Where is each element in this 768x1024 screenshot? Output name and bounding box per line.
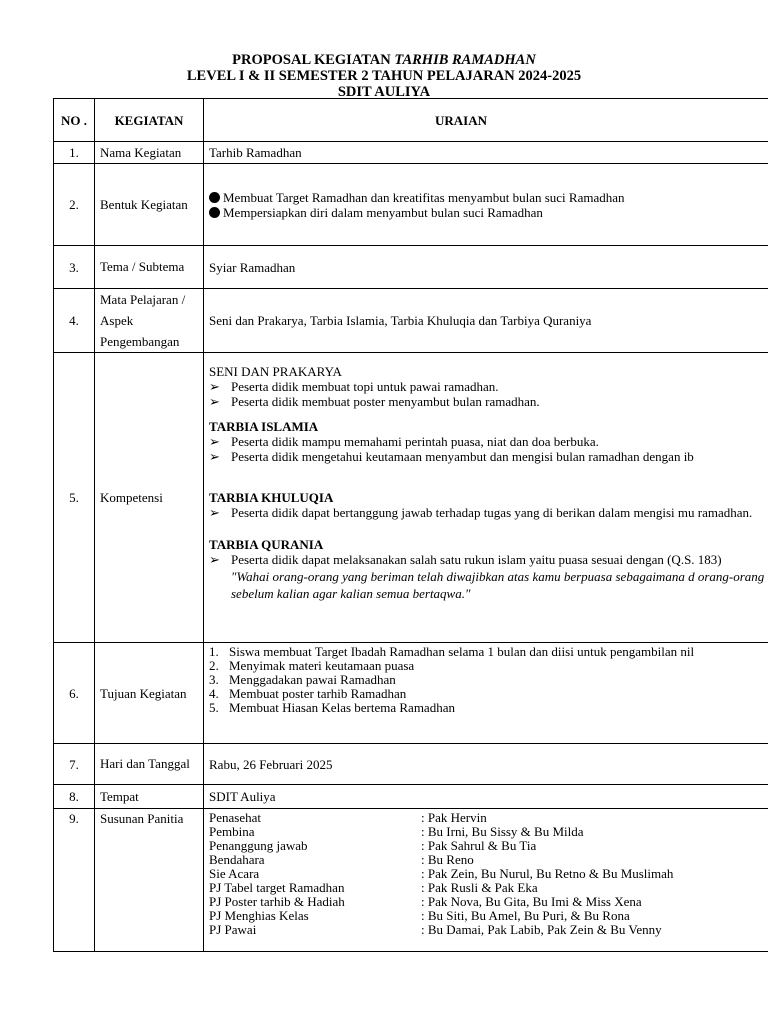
table-header-row [54,99,768,142]
row-kegiatan: Hari dan Tanggal [95,744,204,785]
table-row [54,289,768,353]
panitia-row: Pembina : Bu Irni, Bu Sissy & Bu Milda [209,824,584,839]
arrow-bullet-icon: ➢ [209,434,220,449]
row-kegiatan: Tema / Subtema [95,246,204,289]
section-title: TARBIA KHULUQIA [209,490,334,505]
row-kegiatan: Bentuk Kegiatan [95,164,204,246]
row-uraian: Rabu, 26 Februari 2025 [204,744,768,785]
list-item: ➢ Peserta didik mampu memahami perintah puasa, niat dan doa berbuka. [209,434,599,449]
proposal-table [53,98,768,952]
section-title: TARBIA ISLAMIA [209,419,319,434]
list-item: 4. Membuat poster tarhib Ramadhan [209,686,407,701]
list-item: 3. Menggadakan pawai Ramadhan [209,672,396,687]
arrow-bullet-icon: ➢ [209,552,220,567]
table-row [54,353,768,643]
bullet-dot-icon [209,192,220,203]
section-title: TARBIA QURANIA [209,537,324,552]
row-number: 9. [54,809,95,952]
doc-title-line3: SDIT AULIYA [337,84,431,100]
row-kegiatan: Tujuan Kegiatan [95,643,204,744]
header-kegiatan: KEGIATAN [95,99,204,142]
row-kegiatan: Mata Pelajaran / Aspek Pengembangan [95,289,204,353]
row-number: 4. [54,289,95,353]
doc-title-line1: PROPOSAL KEGIATAN TARHIB RAMADHAN [232,52,536,68]
row-number: 8. [54,785,95,809]
list-item: 5. Membuat Hiasan Kelas bertema Ramadhan [209,700,455,715]
list-item: ➢ Peserta didik mengetahui keutamaan menyambut dan mengisi bulan ramadhan dengan ib [209,449,694,464]
bullet-item: Membuat Target Ramadhan dan kreatifitas menyambut bulan suci Ramadhan [209,190,768,205]
list-item: 1. Siswa membuat Target Ibadah Ramadhan selama 1 bulan dan diisi untuk pengambilan nil [209,644,695,659]
row-number: 2. [54,164,95,246]
row-uraian: Tarhib Ramadhan [204,142,768,164]
panitia-row: Penanggung jawab : Pak Sahrul & Bu Tia [209,838,537,853]
row-number: 5. [54,353,95,643]
panitia-list [204,809,768,952]
arrow-bullet-icon: ➢ [209,505,220,520]
table-row [54,164,768,246]
quran-quote: "Wahai orang-orang yang beriman telah diwajibkan atas kamu berpuasa sebagaimana d orang-orang sebelum kalian agar kalian semua bertaqwa." [231,569,765,601]
panitia-row: Penasehat : Pak Hervin [209,810,487,825]
table-row [54,246,768,289]
table-row [54,643,768,744]
row-number: 7. [54,744,95,785]
list-item: ➢ Peserta didik dapat bertanggung jawab terhadap tugas yang di berikan dalam mengisi mu ramadhan. [209,505,753,520]
panitia-row: PJ Pawai : Bu Damai, Pak Labib, Pak Zein & Bu Venny [209,922,662,937]
header-no: NO . [54,99,95,142]
section-title: SENI DAN PRAKARYA [209,364,342,379]
table-row [54,142,768,164]
row-kegiatan: Susunan Panitia [95,809,204,952]
table-row [54,785,768,809]
panitia-row: PJ Tabel target Ramadhan : Pak Rusli & Pak Eka [209,880,538,895]
row-number: 6. [54,643,95,744]
table-row [54,744,768,785]
row-uraian [204,164,768,246]
row-uraian: Seni dan Prakarya, Tarbia Islamia, Tarbia Khuluqia dan Tarbiya Quraniya [204,289,768,353]
panitia-row: Sie Acara : Pak Zein, Bu Nurul, Bu Retno & Bu Muslimah [209,866,674,881]
header-uraian: URAIAN [204,99,768,142]
list-item: 2. Menyimak materi keutamaan puasa [209,658,415,673]
row-uraian [204,353,768,643]
panitia-row: Bendahara : Bu Reno [209,852,474,867]
row-kegiatan: Kompetensi [95,353,204,643]
row-number: 3. [54,246,95,289]
row-kegiatan: Nama Kegiatan [95,142,204,164]
list-item: ➢ Peserta didik dapat melaksanakan salah satu rukun islam yaitu puasa sesuai dengan (Q.S. 183) [209,552,722,567]
table-row [54,809,768,952]
row-uraian: Syiar Ramadhan [204,246,768,289]
row-uraian: SDIT Auliya [204,785,768,809]
row-uraian [204,643,768,744]
bullet-dot-icon [209,207,220,218]
doc-title-line2: LEVEL I & II SEMESTER 2 TAHUN PELAJARAN 2024-2025 [186,68,582,84]
arrow-bullet-icon: ➢ [209,449,220,464]
list-item: ➢ Peserta didik membuat topi untuk pawai ramadhan. [209,379,499,394]
list-item: ➢ Peserta didik membuat poster menyambut bulan ramadhan. [209,394,540,409]
panitia-row: PJ Poster tarhib & Hadiah : Pak Nova, Bu Gita, Bu Imi & Miss Xena [209,894,642,909]
arrow-bullet-icon: ➢ [209,379,220,394]
panitia-row: PJ Menghias Kelas : Bu Siti, Bu Amel, Bu Puri, & Bu Rona [209,908,630,923]
bullet-item: Mempersiapkan diri dalam menyambut bulan suci Ramadhan [209,205,768,220]
row-number: 1. [54,142,95,164]
arrow-bullet-icon: ➢ [209,394,220,409]
row-kegiatan: Tempat [95,785,204,809]
